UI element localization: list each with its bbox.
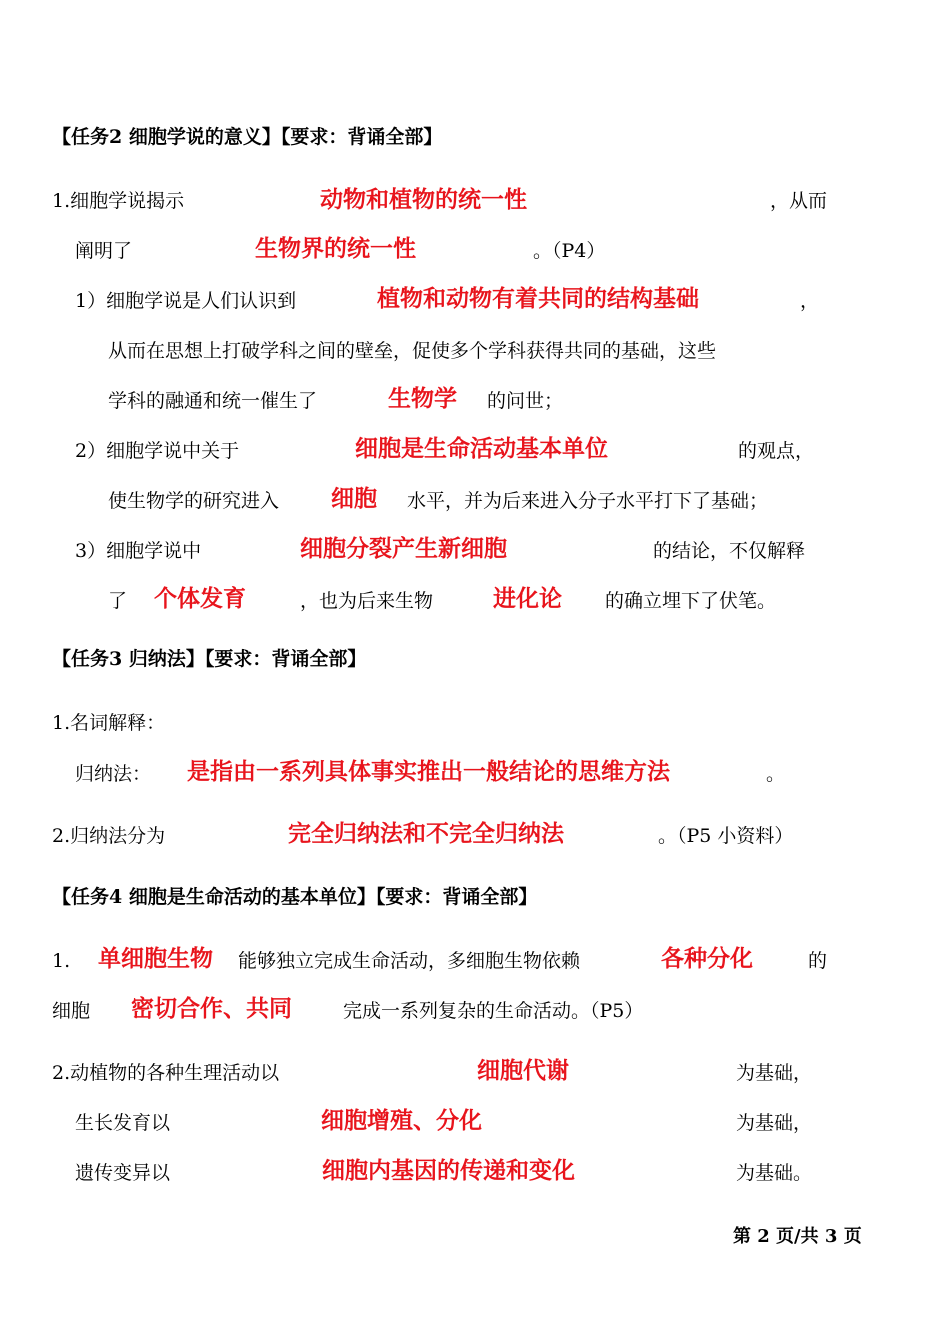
task4-q1-answer-2: 各种分化 <box>661 946 753 972</box>
task3-q1-answer: 是指由一系列具体事实推出一般结论的思维方法 <box>187 759 670 785</box>
task4-q2-line2-prefix: 生长发育以 <box>75 1112 171 1134</box>
task2-s3-prefix: 3）细胞学说中 <box>75 540 202 562</box>
task2-s3-suffix: 的结论，不仅解释 <box>653 540 806 562</box>
page-number: 第 2 页/共 3 页 <box>733 1226 862 1247</box>
task2-s1-answer: 植物和动物有着共同的结构基础 <box>377 286 699 312</box>
task2-q1-mid: ，从而 <box>770 190 828 212</box>
task4-q1-mid: 能够独立完成生命活动，多细胞生物依赖 <box>238 950 581 972</box>
task2-s1-line3-prefix: 学科的融通和统一催生了 <box>108 390 318 412</box>
task4-q2-suffix-2: 为基础， <box>736 1112 813 1134</box>
task4-q1-line2-suffix: 完成一系列复杂的生命活动。（P5） <box>343 1000 644 1022</box>
task2-s3-line2-suffix: 的确立埋下了伏笔。 <box>605 590 777 612</box>
task4-q2-line3-prefix: 遗传变异以 <box>75 1162 171 1184</box>
task2-q1-answer-2: 生物界的统一性 <box>255 236 416 262</box>
task2-q1-line2-suffix: 。（P4） <box>533 240 606 262</box>
task4-q1-suffix: 的 <box>808 950 828 972</box>
task2-s1-answer-2: 生物学 <box>388 386 457 412</box>
task4-q2-suffix-3: 为基础。 <box>736 1162 813 1184</box>
task2-s2-prefix: 2）细胞学说中关于 <box>75 440 240 462</box>
task4-q2-suffix-1: 为基础， <box>736 1062 813 1084</box>
task3-q1-line2-suffix: 。 <box>766 763 786 785</box>
task3-q2-answer: 完全归纳法和不完全归纳法 <box>288 821 564 847</box>
task4-q1-answer-1: 单细胞生物 <box>98 946 213 972</box>
task2-q1-prefix: 1.细胞学说揭示 <box>52 190 185 212</box>
task3-q1: 1.名词解释： <box>52 712 166 734</box>
task2-q1-answer-1: 动物和植物的统一性 <box>320 187 527 213</box>
task3-q1-line2-prefix: 归纳法： <box>75 763 152 785</box>
task2-s3-answer: 细胞分裂产生新细胞 <box>300 536 507 562</box>
task2-q1-line2-prefix: 阐明了 <box>75 240 133 262</box>
task2-s1-prefix: 1）细胞学说是人们认识到 <box>75 290 297 312</box>
task4-q2-prefix: 2.动植物的各种生理活动以 <box>52 1062 280 1084</box>
task4-q2-answer-2: 细胞增殖、分化 <box>321 1108 482 1134</box>
task2-s1-line2: 从而在思想上打破学科之间的壁垒，促使多个学科获得共同的基础，这些 <box>108 340 717 362</box>
task2-s2-answer-2: 细胞 <box>331 486 377 512</box>
task2-s3-answer-2: 个体发育 <box>154 586 246 612</box>
task2-s2-suffix: 的观点， <box>738 440 815 462</box>
task2-header: 【任务2 细胞学说的意义】【要求：背诵全部】 <box>52 126 443 148</box>
task4-header: 【任务4 细胞是生命活动的基本单位】【要求：背诵全部】 <box>52 886 538 908</box>
task2-s1-line3-suffix: 的问世； <box>487 390 564 412</box>
task4-q2-answer-3: 细胞内基因的传递和变化 <box>322 1158 575 1184</box>
task2-s2-line2-prefix: 使生物学的研究进入 <box>108 490 280 512</box>
task3-q2-prefix: 2.归纳法分为 <box>52 825 166 847</box>
task3-q2-suffix: 。（P5 小资料） <box>658 825 794 847</box>
task2-s1-suffix: ， <box>800 290 820 312</box>
task2-s3-answer-3: 进化论 <box>493 586 562 612</box>
task4-q1-line2-prefix: 细胞 <box>52 1000 91 1022</box>
task2-s2-line2-suffix: 水平，并为后来进入分子水平打下了基础； <box>407 490 769 512</box>
task4-q2-answer-1: 细胞代谢 <box>477 1058 569 1084</box>
task2-s3-line2-mid: ，也为后来生物 <box>300 590 434 612</box>
task3-header: 【任务3 归纳法】【要求：背诵全部】 <box>52 648 367 670</box>
task4-q1-number: 1. <box>52 950 71 972</box>
task4-q1-answer-3: 密切合作、共同 <box>131 996 292 1022</box>
task2-s2-answer: 细胞是生命活动基本单位 <box>355 436 608 462</box>
task2-s3-line2-prefix: 了 <box>108 590 128 612</box>
